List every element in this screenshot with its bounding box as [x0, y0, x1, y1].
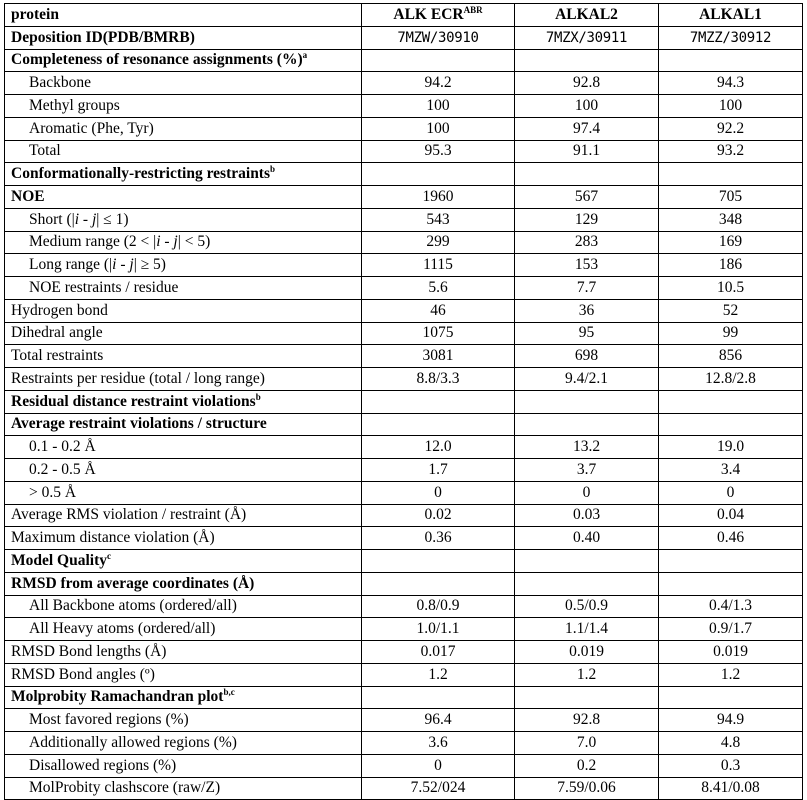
- value-cell: 0: [362, 481, 515, 504]
- row-label: Most favored regions (%): [5, 709, 362, 732]
- table-row: [5, 481, 803, 504]
- value-cell: 1.1/1.4: [515, 618, 659, 641]
- value-cell: 100: [515, 95, 659, 118]
- value-cell: 567: [515, 186, 659, 209]
- value-cell: 1.2: [515, 663, 659, 686]
- value-cell: 698: [515, 345, 659, 368]
- value-cell: 3.4: [659, 459, 803, 482]
- row-label: Total restraints: [5, 345, 362, 368]
- value-cell: 100: [362, 117, 515, 140]
- table-row: [5, 368, 803, 391]
- value-cell: 1.7: [362, 459, 515, 482]
- value-cell: 97.4: [515, 117, 659, 140]
- value-cell: 0: [659, 481, 803, 504]
- value-cell: 0.9/1.7: [659, 618, 803, 641]
- nmr-statistics-table: [4, 3, 803, 800]
- value-cell: 12.8/2.8: [659, 368, 803, 391]
- empty-cell: [362, 163, 515, 186]
- row-label: Short (|i - j| ≤ 1): [5, 208, 362, 231]
- deposition-id-cell: 7MZX/30911: [515, 26, 659, 49]
- value-cell: 91.1: [515, 140, 659, 163]
- table-row: [5, 95, 803, 118]
- value-cell: 1.2: [362, 663, 515, 686]
- table-row: [5, 322, 803, 345]
- row-label: Backbone: [5, 72, 362, 95]
- value-cell: 0.03: [515, 504, 659, 527]
- section-row: [5, 163, 803, 186]
- section-row: [5, 572, 803, 595]
- section-label: Completeness of resonance assignments (%)$^a$: [5, 49, 362, 72]
- table-row: [5, 299, 803, 322]
- value-cell: 186: [659, 254, 803, 277]
- value-cell: 0.40: [515, 527, 659, 550]
- value-cell: 46: [362, 299, 515, 322]
- value-cell: 95: [515, 322, 659, 345]
- value-cell: 12.0: [362, 436, 515, 459]
- table-row: [5, 254, 803, 277]
- empty-cell: [362, 550, 515, 573]
- deposition-row: [5, 26, 803, 49]
- value-cell: 0.46: [659, 527, 803, 550]
- value-cell: 1115: [362, 254, 515, 277]
- empty-cell: [659, 163, 803, 186]
- value-cell: 4.8: [659, 732, 803, 755]
- empty-cell: [659, 413, 803, 436]
- row-label: Deposition ID(PDB/BMRB): [5, 26, 362, 49]
- section-row: [5, 550, 803, 573]
- section-footnote-mark: b,c: [223, 687, 235, 698]
- section-label: Conformationally-restricting restraints$^b$: [5, 163, 362, 186]
- empty-cell: [362, 572, 515, 595]
- section-label: Model Quality$^c$: [5, 550, 362, 573]
- value-cell: 99: [659, 322, 803, 345]
- value-cell: 1.0/1.1: [362, 618, 515, 641]
- value-cell: 96.4: [362, 709, 515, 732]
- value-cell: 299: [362, 231, 515, 254]
- empty-cell: [515, 572, 659, 595]
- section-row: [5, 390, 803, 413]
- table-row: [5, 208, 803, 231]
- section-footnote-mark: a: [302, 50, 308, 61]
- empty-cell: [362, 686, 515, 709]
- value-cell: 100: [659, 95, 803, 118]
- row-label: Medium range (2 < |i - j| < 5): [5, 231, 362, 254]
- value-cell: 7.0: [515, 732, 659, 755]
- empty-cell: [659, 49, 803, 72]
- header-protein: protein: [5, 4, 362, 27]
- value-cell: 9.4/2.1: [515, 368, 659, 391]
- empty-cell: [515, 390, 659, 413]
- row-label: Methyl groups: [5, 95, 362, 118]
- row-label: > 0.5 Å: [5, 481, 362, 504]
- value-cell: 0.3: [659, 754, 803, 777]
- header-alkal2: ALKAL2: [515, 4, 659, 27]
- table-row: [5, 277, 803, 300]
- deposition-id-cell: 7MZW/30910: [362, 26, 515, 49]
- value-cell: 94.9: [659, 709, 803, 732]
- value-cell: 3.6: [362, 732, 515, 755]
- deposition-id-cell: 7MZZ/30912: [659, 26, 803, 49]
- header-alkal1: ALKAL1: [659, 4, 803, 27]
- value-cell: 1.2: [659, 663, 803, 686]
- table-row: [5, 345, 803, 368]
- section-row: [5, 49, 803, 72]
- row-label: Dihedral angle: [5, 322, 362, 345]
- row-label: RMSD Bond angles (º): [5, 663, 362, 686]
- table-row: [5, 754, 803, 777]
- value-cell: 1960: [362, 186, 515, 209]
- row-label: Restraints per residue (total / long range): [5, 368, 362, 391]
- table-row: [5, 459, 803, 482]
- row-label: Maximum distance violation (Å): [5, 527, 362, 550]
- row-label: Hydrogen bond: [5, 299, 362, 322]
- empty-cell: [515, 550, 659, 573]
- table-row: [5, 186, 803, 209]
- value-cell: 19.0: [659, 436, 803, 459]
- table-row: [5, 140, 803, 163]
- row-label: RMSD Bond lengths (Å): [5, 641, 362, 664]
- value-cell: 5.6: [362, 277, 515, 300]
- value-cell: 348: [659, 208, 803, 231]
- value-cell: 94.3: [659, 72, 803, 95]
- value-cell: 0.019: [515, 641, 659, 664]
- value-cell: 0.5/0.9: [515, 595, 659, 618]
- value-cell: 92.8: [515, 72, 659, 95]
- value-cell: 283: [515, 231, 659, 254]
- value-cell: 7.52/024: [362, 777, 515, 800]
- empty-cell: [659, 550, 803, 573]
- row-label: Average RMS violation / restraint (Å): [5, 504, 362, 527]
- value-cell: 0: [362, 754, 515, 777]
- header-alk-ecr: ALK $ECR^{ABR}$: [362, 4, 515, 27]
- value-cell: 129: [515, 208, 659, 231]
- section-footnote-mark: c: [107, 550, 112, 561]
- value-cell: 10.5: [659, 277, 803, 300]
- empty-cell: [362, 390, 515, 413]
- value-cell: 0.8/0.9: [362, 595, 515, 618]
- table-row: [5, 595, 803, 618]
- empty-cell: [362, 49, 515, 72]
- table-row: [5, 436, 803, 459]
- section-label: Molprobity Ramachandran plot$^{b,c}$: [5, 686, 362, 709]
- value-cell: 0.36: [362, 527, 515, 550]
- value-cell: 3081: [362, 345, 515, 368]
- section-label: RMSD from average coordinates (Å): [5, 572, 362, 595]
- row-label: All Heavy atoms (ordered/all): [5, 618, 362, 641]
- empty-cell: [362, 413, 515, 436]
- row-label: 0.1 - 0.2 Å: [5, 436, 362, 459]
- row-label: 0.2 - 0.5 Å: [5, 459, 362, 482]
- value-cell: 856: [659, 345, 803, 368]
- value-cell: 93.2: [659, 140, 803, 163]
- value-cell: 0: [515, 481, 659, 504]
- value-cell: 0.02: [362, 504, 515, 527]
- section-row: [5, 686, 803, 709]
- value-cell: 169: [659, 231, 803, 254]
- value-cell: 1075: [362, 322, 515, 345]
- value-cell: 92.2: [659, 117, 803, 140]
- value-cell: 36: [515, 299, 659, 322]
- row-label: Disallowed regions (%): [5, 754, 362, 777]
- table-row: [5, 777, 803, 800]
- value-cell: 94.2: [362, 72, 515, 95]
- value-cell: 8.8/3.3: [362, 368, 515, 391]
- empty-cell: [659, 572, 803, 595]
- value-cell: 92.8: [515, 709, 659, 732]
- empty-cell: [659, 686, 803, 709]
- table-row: [5, 663, 803, 686]
- row-label: Additionally allowed regions (%): [5, 732, 362, 755]
- table-row: [5, 709, 803, 732]
- value-cell: 95.3: [362, 140, 515, 163]
- value-cell: 543: [362, 208, 515, 231]
- section-footnote-mark: b: [270, 163, 276, 174]
- row-label: Long range (|i - j| ≥ 5): [5, 254, 362, 277]
- value-cell: 0.017: [362, 641, 515, 664]
- table-row: [5, 618, 803, 641]
- section-row: [5, 413, 803, 436]
- section-footnote-mark: b: [255, 391, 261, 402]
- value-cell: 52: [659, 299, 803, 322]
- row-label: MolProbity clashscore (raw/Z): [5, 777, 362, 800]
- value-cell: 13.2: [515, 436, 659, 459]
- section-label: Average restraint violations / structure: [5, 413, 362, 436]
- table-row: [5, 231, 803, 254]
- row-label: Aromatic (Phe, Tyr): [5, 117, 362, 140]
- row-label: NOE: [5, 186, 362, 209]
- table-row: [5, 72, 803, 95]
- table-row: [5, 527, 803, 550]
- table-row: [5, 504, 803, 527]
- table-row: [5, 117, 803, 140]
- value-cell: 100: [362, 95, 515, 118]
- value-cell: 705: [659, 186, 803, 209]
- table-row: [5, 641, 803, 664]
- empty-cell: [659, 390, 803, 413]
- value-cell: 0.2: [515, 754, 659, 777]
- value-cell: 7.59/0.06: [515, 777, 659, 800]
- value-cell: 3.7: [515, 459, 659, 482]
- value-cell: 7.7: [515, 277, 659, 300]
- value-cell: 0.4/1.3: [659, 595, 803, 618]
- value-cell: 0.04: [659, 504, 803, 527]
- value-cell: 0.019: [659, 641, 803, 664]
- header-row: [5, 4, 803, 27]
- empty-cell: [515, 686, 659, 709]
- value-cell: 8.41/0.08: [659, 777, 803, 800]
- row-label: Total: [5, 140, 362, 163]
- empty-cell: [515, 413, 659, 436]
- empty-cell: [515, 163, 659, 186]
- row-label: NOE restraints / residue: [5, 277, 362, 300]
- section-label: Residual distance restraint violations$^b$: [5, 390, 362, 413]
- table-row: [5, 732, 803, 755]
- row-label: All Backbone atoms (ordered/all): [5, 595, 362, 618]
- value-cell: 153: [515, 254, 659, 277]
- header-alk-ecr-sup: ABR: [463, 4, 483, 15]
- empty-cell: [515, 49, 659, 72]
